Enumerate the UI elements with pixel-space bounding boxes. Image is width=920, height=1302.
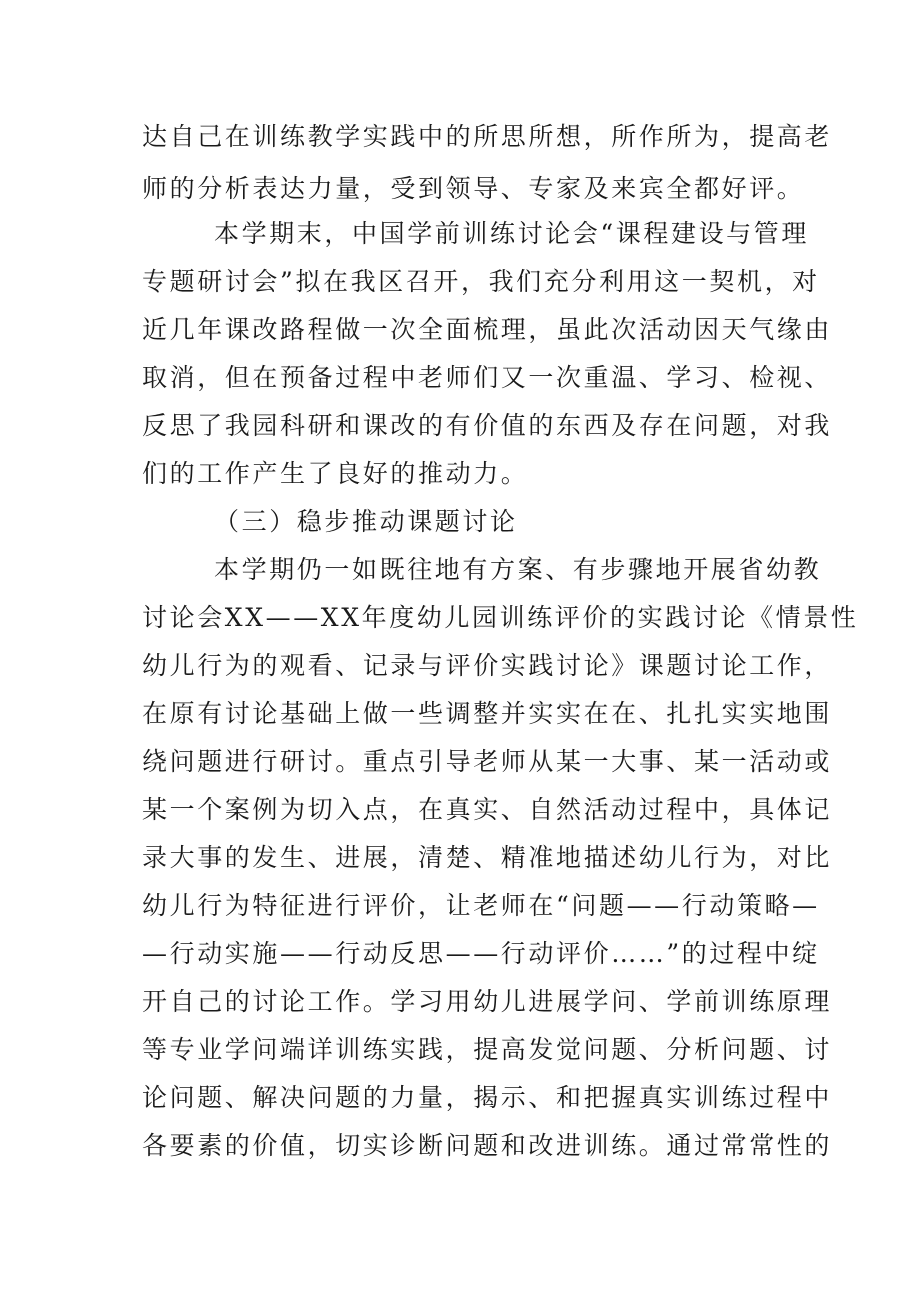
text-line: 各要素的价值，切实诊断问题和改进训练。通过常常性的: [142, 1131, 833, 1160]
text-line: —行动实施——行动反思——行动评价……”的过程中绽: [142, 939, 820, 968]
text-line: 某一个案例为切入点，在真实、自然活动过程中，具体记: [142, 795, 833, 824]
paragraph-first-line: 本学期末，中国学前训练讨论会“课程建设与管理: [214, 219, 809, 248]
text-line: 讨论会XX——XX年度幼儿园训练评价的实践讨论《情景性: [142, 603, 859, 632]
paragraph-first-line: 本学期仍一如既往地有方案、有步骤地开展省幼教: [214, 555, 822, 584]
text-line: 取消，但在预备过程中老师们又一次重温、学习、检视、: [142, 363, 833, 392]
text-line: 近几年课改路程做一次全面梳理，虽此次活动因天气缘由: [142, 315, 833, 344]
text-line: 专题研讨会”拟在我区召开，我们充分利用这一契机，对: [142, 267, 820, 296]
text-line: 反思了我园科研和课改的有价值的东西及存在问题，对我: [142, 411, 833, 440]
section-heading: （三）稳步推动课题讨论: [214, 507, 518, 536]
text-line: 录大事的发生、进展，清楚、精准地描述幼儿行为，对比: [142, 843, 833, 872]
text-line: 绕问题进行研讨。重点引导老师从某一大事、某一活动或: [142, 747, 833, 776]
text-line: 等专业学问端详训练实践，提高发觉问题、分析问题、讨: [142, 1035, 833, 1064]
text-line: 达自己在训练教学实践中的所思所想，所作所为，提高老: [142, 122, 833, 151]
text-line: 师的分析表达力量，受到领导、专家及来宾全都好评。: [142, 174, 805, 203]
text-line: 开自己的讨论工作。学习用幼儿进展学问、学前训练原理: [142, 987, 833, 1016]
text-line: 们的工作产生了良好的推动力。: [142, 459, 529, 488]
text-line: 论问题、解决问题的力量，揭示、和把握真实训练过程中: [142, 1083, 833, 1112]
text-line: 在原有讨论基础上做一些调整并实实在在、扎扎实实地围: [142, 699, 833, 728]
text-line: 幼儿行为的观看、记录与评价实践讨论》课题讨论工作，: [142, 651, 833, 680]
text-line: 幼儿行为特征进行评价，让老师在“问题——行动策略—: [142, 891, 820, 920]
